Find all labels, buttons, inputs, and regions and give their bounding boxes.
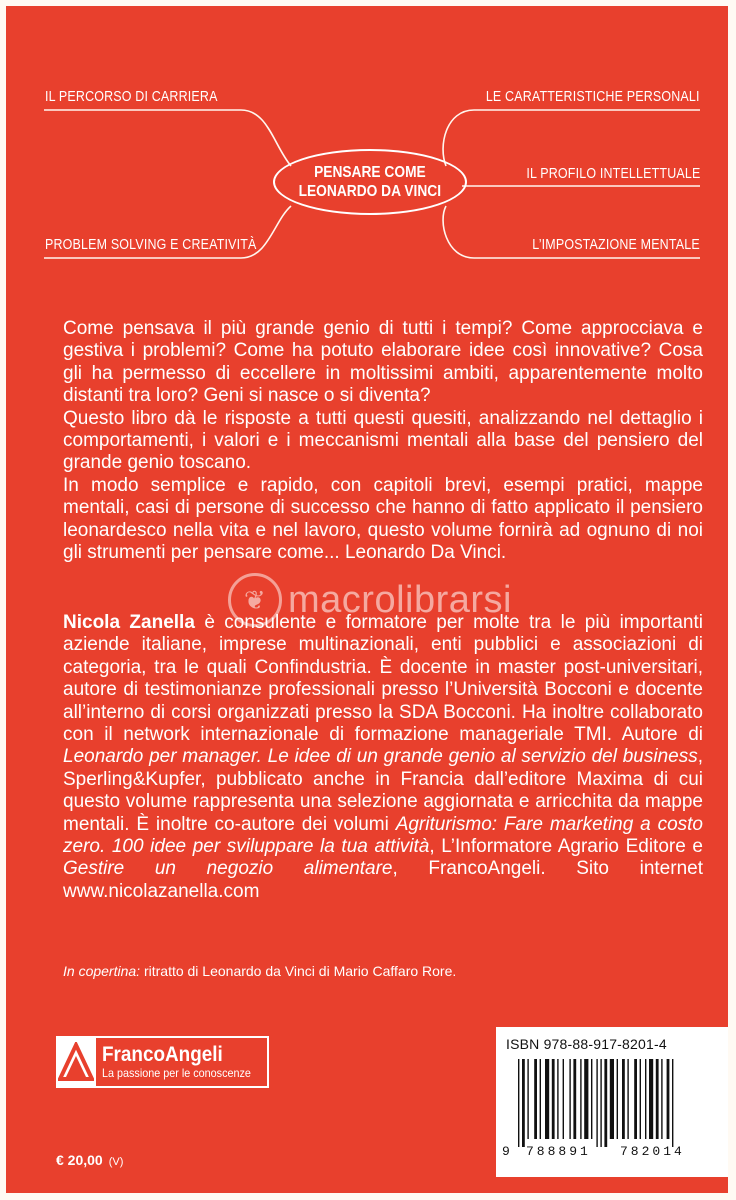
line-right-top	[443, 110, 700, 166]
center-title-line2: LEONARDO DA VINCI	[298, 183, 442, 200]
mindmap-right-top: LE CARATTERISTICHE PERSONALI	[486, 89, 700, 105]
publisher-mark-icon	[56, 1036, 96, 1088]
bio-book-2: Agriturismo: Fare marketing a costo zero. 100 idee per sviluppare la tua attività	[63, 813, 703, 858]
back-cover	[6, 6, 728, 1193]
publisher-text-box	[96, 1036, 269, 1088]
bio-text-1: è consulente e formatore per molte tra le più importanti aziende italiane, imprese multinazionali, enti pubblici e associazioni di categoria, tra le quali Confindustria. È docente in master post-universitari, autore di testimonianze professionali presso l’Università Bocconi e docente all’interno di corsi organizzati presso la SDA Bocconi. Ha inoltre collaborato con il network internazionale di formazione manageriale TMI. Autore di	[63, 612, 703, 746]
price	[56, 1152, 123, 1168]
bio-book-3: Gestire un negozio alimentare	[63, 858, 393, 880]
price-amount: € 20,00	[56, 1152, 103, 1168]
description-paragraph-2: Questo libro dà le risposte a tutti questi quesiti, analizzando nel dettaglio i comportamenti, i valori e i meccanismi mentali alla base del pensiero del grande genio toscano.	[63, 407, 703, 474]
cover-credit-text: ritratto di Leonardo da Vinci di Mario Caffaro Rore.	[140, 963, 457, 979]
bio-book-1: Leonardo per manager. Le idee di un grande genio al servizio del business	[63, 746, 698, 768]
publisher-tagline: La passione per le conoscenze	[102, 1066, 251, 1080]
author-bio-paragraph	[63, 612, 703, 903]
publisher-name: FrancoAngeli	[102, 1043, 223, 1066]
bio-text-4: , FrancoAngeli. Sito internet www.nicolazanella.com	[63, 858, 703, 902]
mindmap-left-bottom: PROBLEM SOLVING E CREATIVITÀ	[45, 237, 257, 253]
price-vat: (V)	[108, 1156, 124, 1168]
cover-credit-label: In copertina:	[63, 963, 141, 979]
description-paragraph-3: In modo semplice e rapido, con capitoli brevi, esempi pratici, mappe mentali, casi di persone di successo che hanno di fatto applicato il pensiero leonardesco nella vita e nel lavoro, questo volume fornirà ad ognuno di noi gli strumenti per pensare come... Leonardo Da Vinci.	[63, 474, 703, 564]
bio-text-2: , Sperling&Kupfer, pubblicato anche in Francia dall’editore Maxima di cui questo volume rappresenta una selezione aggiornata e arricchita da mappe mentali. È inoltre co-autore dei volumi	[63, 746, 703, 835]
mindmap-right-middle: IL PROFILO INTELLETTUALE	[525, 166, 700, 182]
isbn-label: ISBN 978-88-917-8201-4	[506, 1036, 667, 1052]
book-description	[63, 318, 703, 564]
isbn-barcode	[496, 1027, 728, 1177]
bio-text-3: , L’Informatore Agrario Editore e	[429, 836, 703, 858]
barcode-digit-first: 9	[502, 1144, 510, 1159]
watermark-text: macrolibrarsi	[288, 578, 512, 621]
watermark-leaf-icon: ❦	[228, 573, 282, 627]
center-title-line1: PENSARE COME	[314, 164, 426, 181]
author-name: Nicola Zanella	[63, 612, 195, 633]
mindmap-right-bottom: L’IMPOSTAZIONE MENTALE	[532, 237, 700, 253]
line-left-top	[44, 110, 291, 166]
barcode-digits-left: 788891	[526, 1144, 591, 1159]
barcode-digits-right: 782014	[620, 1144, 685, 1159]
mindmap-center-title	[273, 149, 467, 215]
barcode-bars	[514, 1059, 710, 1147]
publisher-logo	[56, 1036, 268, 1088]
author-bio	[63, 612, 703, 903]
description-paragraph-1: Come pensava il più grande genio di tutti i tempi? Come approcciava e gestiva i problemi? Come ha potuto elaborare idee così innovative? Cosa gli ha permesso di eccellere in moltissimi ambiti, apparentemente molto distanti tra loro? Geni si nasce o si diventa?	[63, 318, 703, 407]
cover-credit	[63, 963, 456, 979]
mindmap-left-top: IL PERCORSO DI CARRIERA	[45, 89, 218, 105]
